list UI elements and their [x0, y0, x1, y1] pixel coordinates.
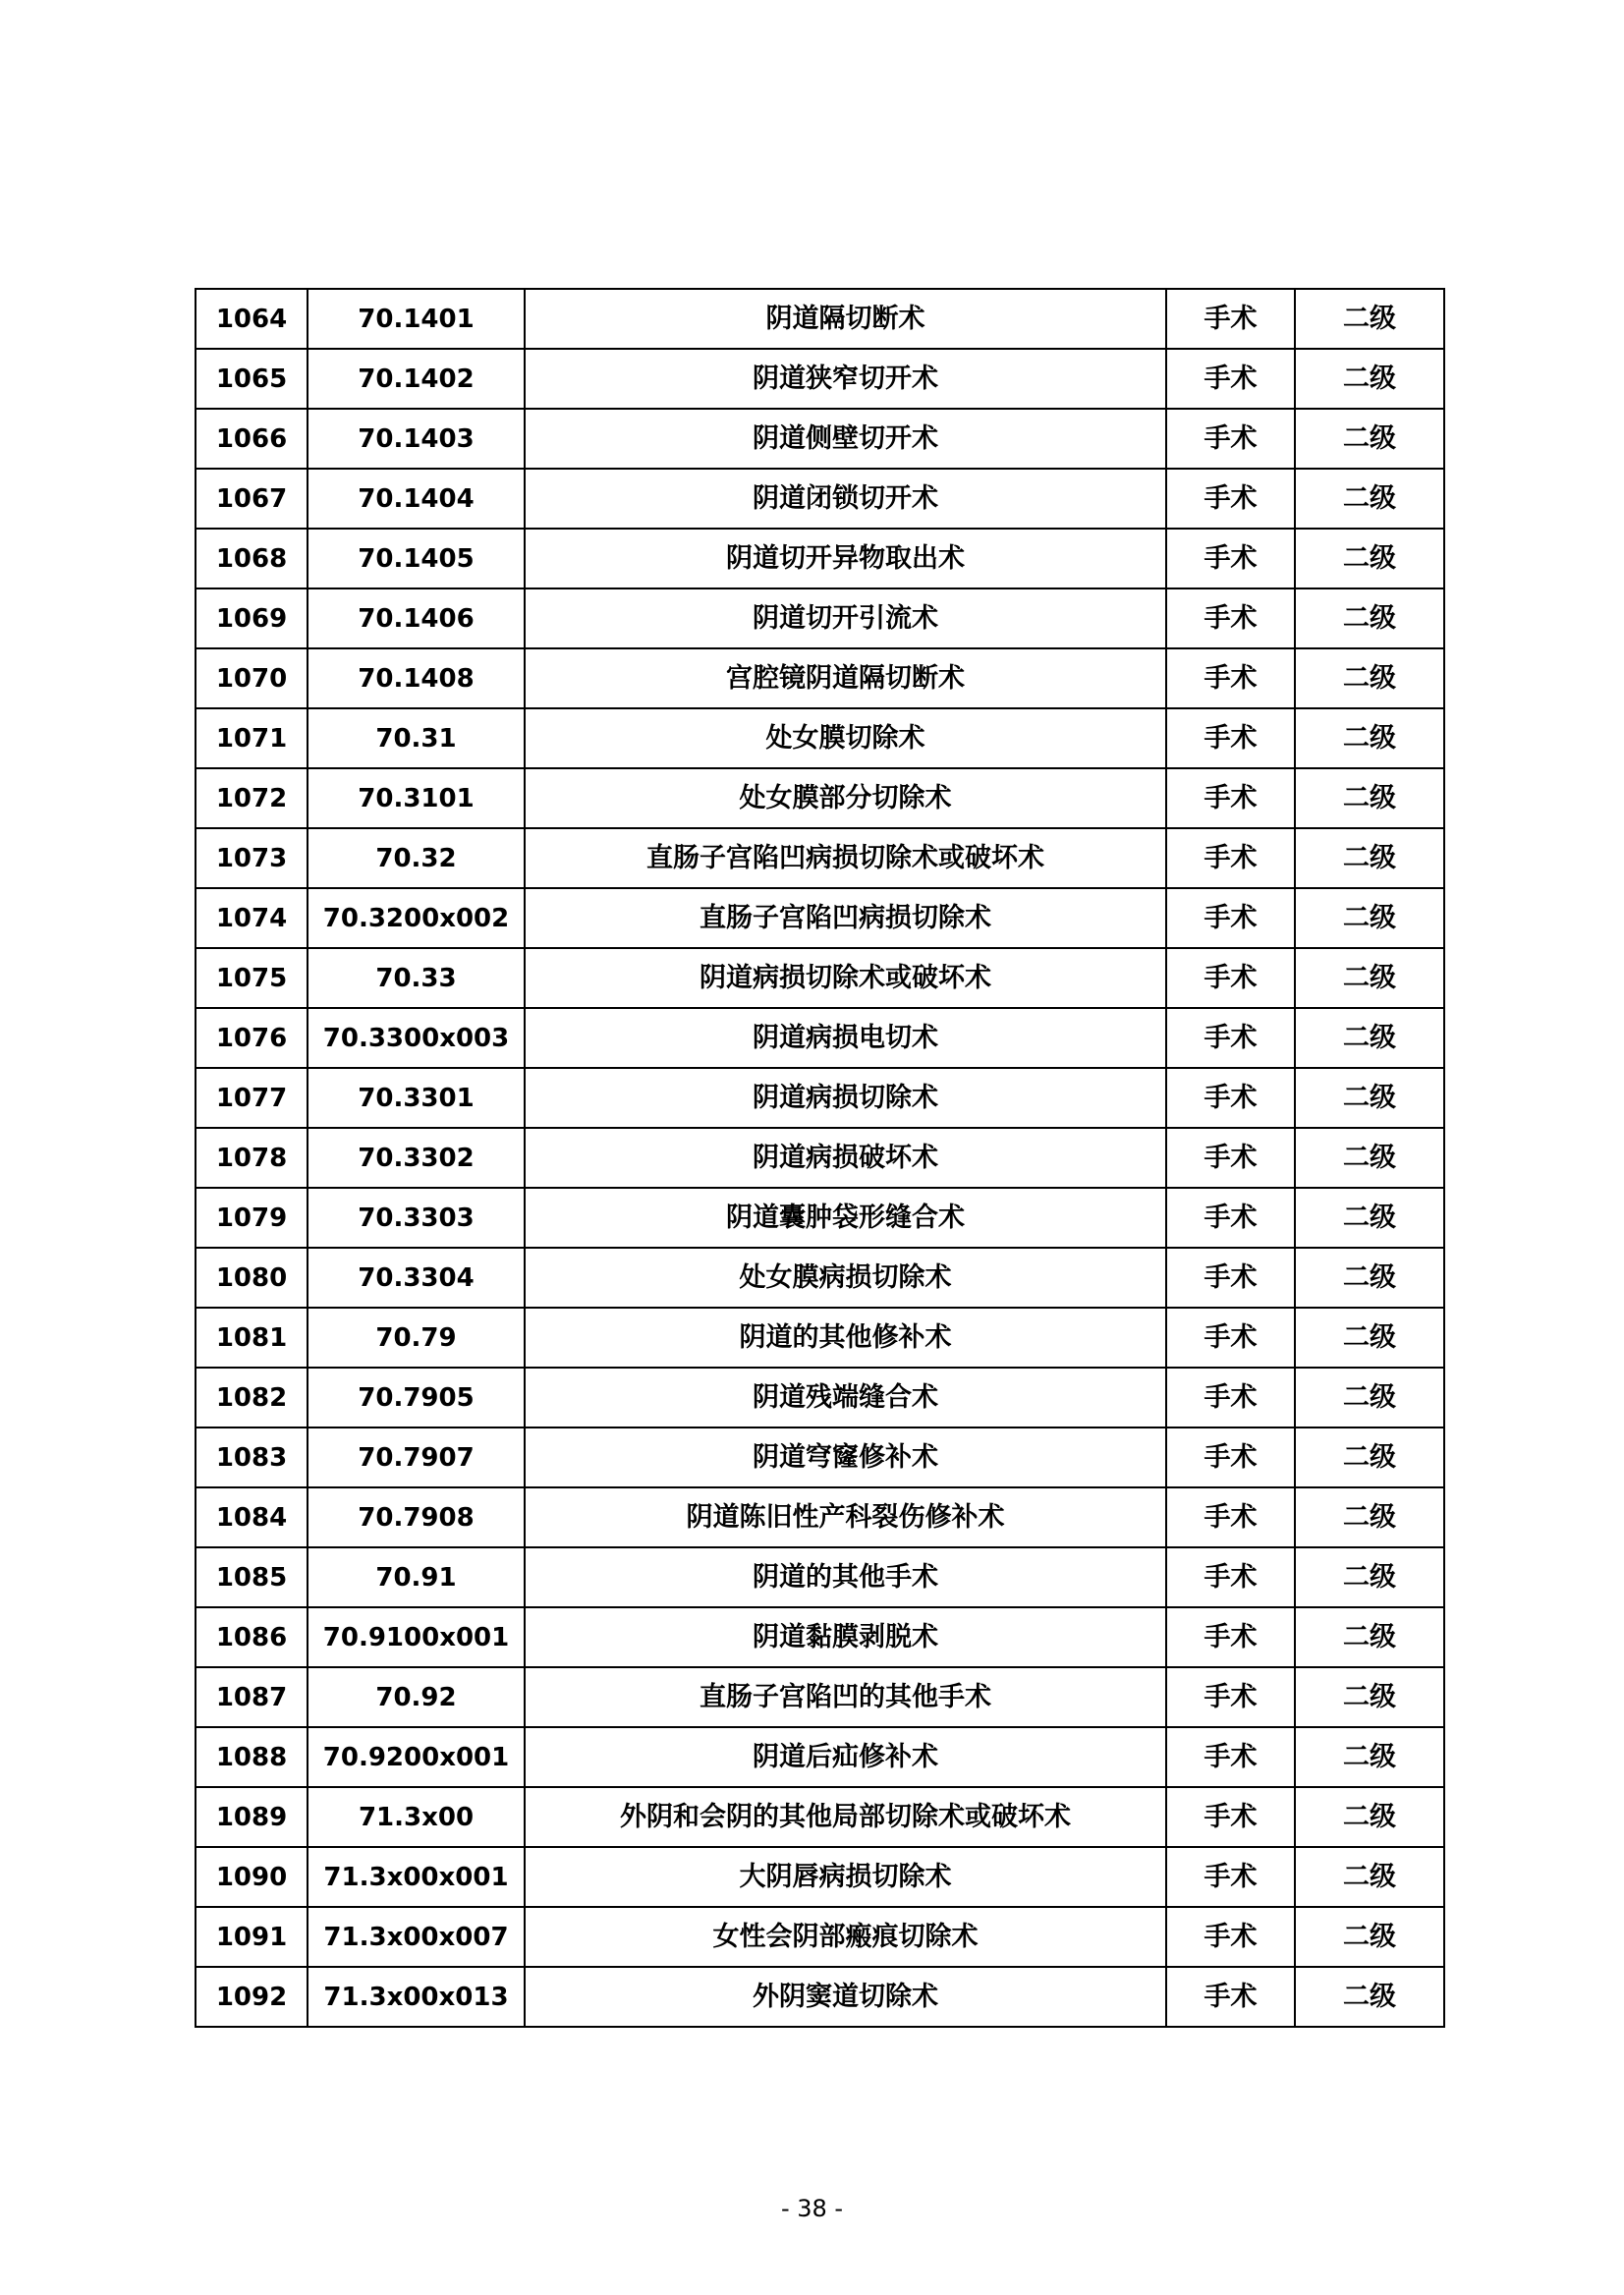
row-number-cell: 1076: [196, 1008, 308, 1068]
row-number-cell: 1082: [196, 1368, 308, 1427]
row-number-cell: 1068: [196, 529, 308, 588]
procedure-level-cell: 二级: [1295, 1188, 1444, 1248]
procedure-name-cell: 处女膜部分切除术: [525, 768, 1166, 828]
row-number-cell: 1085: [196, 1547, 308, 1607]
procedure-code-cell: 71.3x00x001: [308, 1847, 525, 1907]
table-row: [196, 529, 1444, 588]
table-row: [196, 708, 1444, 768]
procedure-level-cell: 二级: [1295, 1667, 1444, 1727]
procedure-name-cell: 阴道后疝修补术: [525, 1727, 1166, 1787]
procedure-type-cell: 手术: [1166, 1847, 1295, 1907]
row-number-cell: 1069: [196, 588, 308, 648]
procedure-code-cell: 70.9200x001: [308, 1727, 525, 1787]
procedure-level-cell: 二级: [1295, 1068, 1444, 1128]
table-row: [196, 469, 1444, 529]
procedure-level-cell: 二级: [1295, 289, 1444, 349]
procedure-name-cell: 阴道病损切除术或破坏术: [525, 948, 1166, 1008]
procedure-code-cell: 71.3x00: [308, 1787, 525, 1847]
procedure-type-cell: 手术: [1166, 1427, 1295, 1487]
table-row: [196, 1248, 1444, 1308]
row-number-cell: 1073: [196, 828, 308, 888]
procedure-type-cell: 手术: [1166, 1907, 1295, 1967]
table-row: [196, 1487, 1444, 1547]
procedure-type-cell: 手术: [1166, 648, 1295, 708]
procedure-code-cell: 70.7907: [308, 1427, 525, 1487]
row-number-cell: 1091: [196, 1907, 308, 1967]
procedure-level-cell: 二级: [1295, 1727, 1444, 1787]
table-row: [196, 1068, 1444, 1128]
table-row: [196, 888, 1444, 948]
table-row: [196, 1547, 1444, 1607]
procedure-name-cell: 外阴和会阴的其他局部切除术或破坏术: [525, 1787, 1166, 1847]
row-number-cell: 1090: [196, 1847, 308, 1907]
row-number-cell: 1074: [196, 888, 308, 948]
table-row: [196, 1667, 1444, 1727]
row-number-cell: 1077: [196, 1068, 308, 1128]
table-row: [196, 648, 1444, 708]
row-number-cell: 1078: [196, 1128, 308, 1188]
procedure-level-cell: 二级: [1295, 1847, 1444, 1907]
table-row: [196, 1308, 1444, 1368]
procedure-type-cell: 手术: [1166, 888, 1295, 948]
procedure-name-cell: 阴道切开异物取出术: [525, 529, 1166, 588]
procedure-code-cell: 70.1405: [308, 529, 525, 588]
procedure-type-cell: 手术: [1166, 1787, 1295, 1847]
procedure-level-cell: 二级: [1295, 1787, 1444, 1847]
procedure-name-cell: 阴道病损电切术: [525, 1008, 1166, 1068]
procedure-level-cell: 二级: [1295, 828, 1444, 888]
procedure-name-cell: 阴道隔切断术: [525, 289, 1166, 349]
table-row: [196, 409, 1444, 469]
procedure-name-cell: 直肠子宫陷凹病损切除术或破坏术: [525, 828, 1166, 888]
procedure-level-cell: 二级: [1295, 1368, 1444, 1427]
procedure-level-cell: 二级: [1295, 1427, 1444, 1487]
procedure-level-cell: 二级: [1295, 1967, 1444, 2027]
procedure-type-cell: 手术: [1166, 1967, 1295, 2027]
procedure-type-cell: 手术: [1166, 1727, 1295, 1787]
procedure-name-cell: 阴道闭锁切开术: [525, 469, 1166, 529]
procedure-name-cell: 阴道病损切除术: [525, 1068, 1166, 1128]
procedure-type-cell: 手术: [1166, 1547, 1295, 1607]
procedure-code-cell: 70.1402: [308, 349, 525, 409]
procedure-type-cell: 手术: [1166, 768, 1295, 828]
procedure-level-cell: 二级: [1295, 588, 1444, 648]
procedure-code-cell: 70.1408: [308, 648, 525, 708]
procedure-name-cell: 阴道的其他修补术: [525, 1308, 1166, 1368]
row-number-cell: 1083: [196, 1427, 308, 1487]
table-row: [196, 1008, 1444, 1068]
procedure-name-cell: 处女膜病损切除术: [525, 1248, 1166, 1308]
procedure-name-cell: 阴道残端缝合术: [525, 1368, 1166, 1427]
table-row: [196, 1847, 1444, 1907]
procedure-table-body: [196, 289, 1444, 2027]
table-row: [196, 768, 1444, 828]
table-row: [196, 1188, 1444, 1248]
procedure-level-cell: 二级: [1295, 1907, 1444, 1967]
procedure-code-cell: 70.3304: [308, 1248, 525, 1308]
procedure-type-cell: 手术: [1166, 708, 1295, 768]
procedure-name-cell: 阴道病损破坏术: [525, 1128, 1166, 1188]
table-row: [196, 349, 1444, 409]
row-number-cell: 1064: [196, 289, 308, 349]
table-row: [196, 289, 1444, 349]
procedure-code-cell: 70.1406: [308, 588, 525, 648]
procedure-code-cell: 70.1403: [308, 409, 525, 469]
procedure-level-cell: 二级: [1295, 1128, 1444, 1188]
procedure-type-cell: 手术: [1166, 1667, 1295, 1727]
table-row: [196, 1907, 1444, 1967]
procedure-code-cell: 70.9100x001: [308, 1607, 525, 1667]
procedure-name-cell: 阴道切开引流术: [525, 588, 1166, 648]
procedure-code-cell: 70.7908: [308, 1487, 525, 1547]
procedure-code-cell: 70.1404: [308, 469, 525, 529]
procedure-type-cell: 手术: [1166, 1188, 1295, 1248]
procedure-name-cell: 阴道侧壁切开术: [525, 409, 1166, 469]
procedure-name-cell: 阴道狭窄切开术: [525, 349, 1166, 409]
procedure-type-cell: 手术: [1166, 349, 1295, 409]
row-number-cell: 1084: [196, 1487, 308, 1547]
procedure-type-cell: 手术: [1166, 289, 1295, 349]
row-number-cell: 1092: [196, 1967, 308, 2027]
procedure-name-cell: 大阴唇病损切除术: [525, 1847, 1166, 1907]
row-number-cell: 1079: [196, 1188, 308, 1248]
procedure-name-cell: 直肠子宫陷凹的其他手术: [525, 1667, 1166, 1727]
procedure-level-cell: 二级: [1295, 1547, 1444, 1607]
row-number-cell: 1075: [196, 948, 308, 1008]
procedure-level-cell: 二级: [1295, 1008, 1444, 1068]
procedure-type-cell: 手术: [1166, 469, 1295, 529]
table-row: [196, 828, 1444, 888]
procedure-level-cell: 二级: [1295, 529, 1444, 588]
procedure-name-cell: 外阴窦道切除术: [525, 1967, 1166, 2027]
procedure-code-cell: 71.3x00x007: [308, 1907, 525, 1967]
procedure-type-cell: 手术: [1166, 1308, 1295, 1368]
table-row: [196, 1727, 1444, 1787]
procedure-code-cell: 70.92: [308, 1667, 525, 1727]
procedure-name-cell: 阴道黏膜剥脱术: [525, 1607, 1166, 1667]
table-row: [196, 1427, 1444, 1487]
procedure-type-cell: 手术: [1166, 948, 1295, 1008]
procedure-type-cell: 手术: [1166, 1368, 1295, 1427]
procedure-code-cell: 70.3101: [308, 768, 525, 828]
row-number-cell: 1066: [196, 409, 308, 469]
row-number-cell: 1072: [196, 768, 308, 828]
row-number-cell: 1080: [196, 1248, 308, 1308]
procedure-level-cell: 二级: [1295, 1607, 1444, 1667]
procedure-code-cell: 70.31: [308, 708, 525, 768]
procedure-type-cell: 手术: [1166, 1008, 1295, 1068]
procedure-level-cell: 二级: [1295, 469, 1444, 529]
procedure-code-cell: 70.91: [308, 1547, 525, 1607]
procedure-code-cell: 70.79: [308, 1308, 525, 1368]
row-number-cell: 1086: [196, 1607, 308, 1667]
procedure-level-cell: 二级: [1295, 1308, 1444, 1368]
procedure-level-cell: 二级: [1295, 349, 1444, 409]
table-row: [196, 1787, 1444, 1847]
procedure-level-cell: 二级: [1295, 888, 1444, 948]
procedure-type-cell: 手术: [1166, 588, 1295, 648]
row-number-cell: 1070: [196, 648, 308, 708]
procedure-type-cell: 手术: [1166, 1248, 1295, 1308]
procedure-type-cell: 手术: [1166, 1128, 1295, 1188]
row-number-cell: 1067: [196, 469, 308, 529]
procedure-type-cell: 手术: [1166, 409, 1295, 469]
procedure-level-cell: 二级: [1295, 409, 1444, 469]
row-number-cell: 1081: [196, 1308, 308, 1368]
procedure-name-cell: 处女膜切除术: [525, 708, 1166, 768]
procedure-name-cell: 直肠子宫陷凹病损切除术: [525, 888, 1166, 948]
procedure-code-cell: 70.3200x002: [308, 888, 525, 948]
procedure-code-cell: 70.3303: [308, 1188, 525, 1248]
procedure-name-cell: 女性会阴部瘢痕切除术: [525, 1907, 1166, 1967]
table-row: [196, 1128, 1444, 1188]
procedure-type-cell: 手术: [1166, 1607, 1295, 1667]
table-row: [196, 1368, 1444, 1427]
procedure-code-cell: 70.3302: [308, 1128, 525, 1188]
procedure-level-cell: 二级: [1295, 648, 1444, 708]
procedure-level-cell: 二级: [1295, 1248, 1444, 1308]
table-row: [196, 1607, 1444, 1667]
procedure-code-cell: 70.32: [308, 828, 525, 888]
procedure-name-cell: 阴道囊肿袋形缝合术: [525, 1188, 1166, 1248]
procedure-level-cell: 二级: [1295, 1487, 1444, 1547]
procedure-code-cell: 70.33: [308, 948, 525, 1008]
procedure-type-cell: 手术: [1166, 529, 1295, 588]
procedure-code-cell: 70.1401: [308, 289, 525, 349]
procedure-code-cell: 70.7905: [308, 1368, 525, 1427]
procedure-type-cell: 手术: [1166, 828, 1295, 888]
procedure-name-cell: 阴道的其他手术: [525, 1547, 1166, 1607]
procedure-table: [195, 288, 1445, 2028]
procedure-code-cell: 70.3301: [308, 1068, 525, 1128]
table-row: [196, 948, 1444, 1008]
procedure-name-cell: 阴道穹窿修补术: [525, 1427, 1166, 1487]
procedure-type-cell: 手术: [1166, 1487, 1295, 1547]
row-number-cell: 1088: [196, 1727, 308, 1787]
row-number-cell: 1071: [196, 708, 308, 768]
procedure-level-cell: 二级: [1295, 768, 1444, 828]
table-row: [196, 588, 1444, 648]
page-number: - 38 -: [780, 2195, 844, 2222]
procedure-type-cell: 手术: [1166, 1068, 1295, 1128]
procedure-code-cell: 71.3x00x013: [308, 1967, 525, 2027]
procedure-name-cell: 宫腔镜阴道隔切断术: [525, 648, 1166, 708]
procedure-name-cell: 阴道陈旧性产科裂伤修补术: [525, 1487, 1166, 1547]
row-number-cell: 1065: [196, 349, 308, 409]
procedure-level-cell: 二级: [1295, 708, 1444, 768]
row-number-cell: 1089: [196, 1787, 308, 1847]
table-row: [196, 1967, 1444, 2027]
row-number-cell: 1087: [196, 1667, 308, 1727]
procedure-code-cell: 70.3300x003: [308, 1008, 525, 1068]
procedure-level-cell: 二级: [1295, 948, 1444, 1008]
